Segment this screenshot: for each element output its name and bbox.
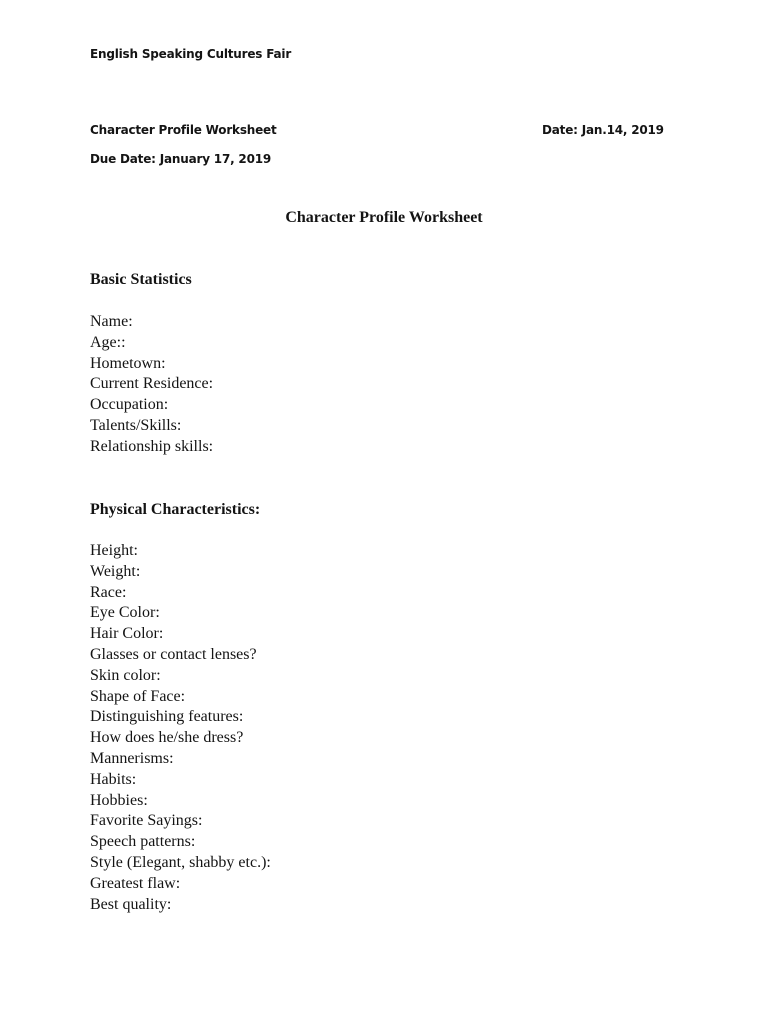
field-label: Race:: [90, 583, 127, 601]
field-label: Eye Color:: [90, 604, 160, 622]
field-label: Occupation:: [90, 396, 169, 414]
field-label: Speech patterns:: [90, 833, 196, 851]
field-label: Best quality:: [90, 895, 172, 913]
due-date: Due Date: January 17, 2019: [90, 152, 272, 166]
field-label: Glasses or contact lenses?: [90, 645, 257, 663]
field-label: Style (Elegant, shabby etc.):: [90, 853, 271, 871]
physical-characteristics-list: [90, 541, 271, 915]
field-label: Mannerisms:: [90, 749, 174, 767]
page-title: Character Profile Worksheet: [285, 209, 483, 226]
field-label: How does he/she dress?: [90, 729, 244, 747]
field-label: Shape of Face:: [90, 687, 186, 705]
field-label: Hobbies:: [90, 791, 148, 809]
field-label: Hair Color:: [90, 625, 164, 643]
field-label: Name:: [90, 313, 133, 330]
event-name: English Speaking Cultures Fair: [90, 47, 292, 61]
field-label: Hometown:: [90, 354, 166, 372]
basic-statistics-list: [90, 312, 213, 458]
worksheet-date: Date: Jan.14, 2019: [542, 123, 664, 137]
field-label: Current Residence:: [90, 375, 214, 393]
basic-statistics-heading: Basic Statistics: [90, 271, 192, 288]
field-label: Greatest flaw:: [90, 874, 181, 892]
physical-characteristics-heading: Physical Characteristics:: [90, 501, 261, 518]
field-label: Habits:: [90, 770, 137, 788]
field-label: Height:: [90, 542, 138, 559]
field-label: Skin color:: [90, 666, 161, 684]
worksheet-subject: Character Profile Worksheet: [90, 123, 277, 137]
field-label: Talents/Skills:: [90, 416, 182, 434]
field-label: Relationship skills:: [90, 437, 214, 455]
field-label: Age::: [90, 333, 126, 351]
field-label: Weight:: [90, 562, 141, 580]
field-label: Favorite Sayings:: [90, 812, 203, 830]
field-label: Distinguishing features:: [90, 708, 244, 726]
